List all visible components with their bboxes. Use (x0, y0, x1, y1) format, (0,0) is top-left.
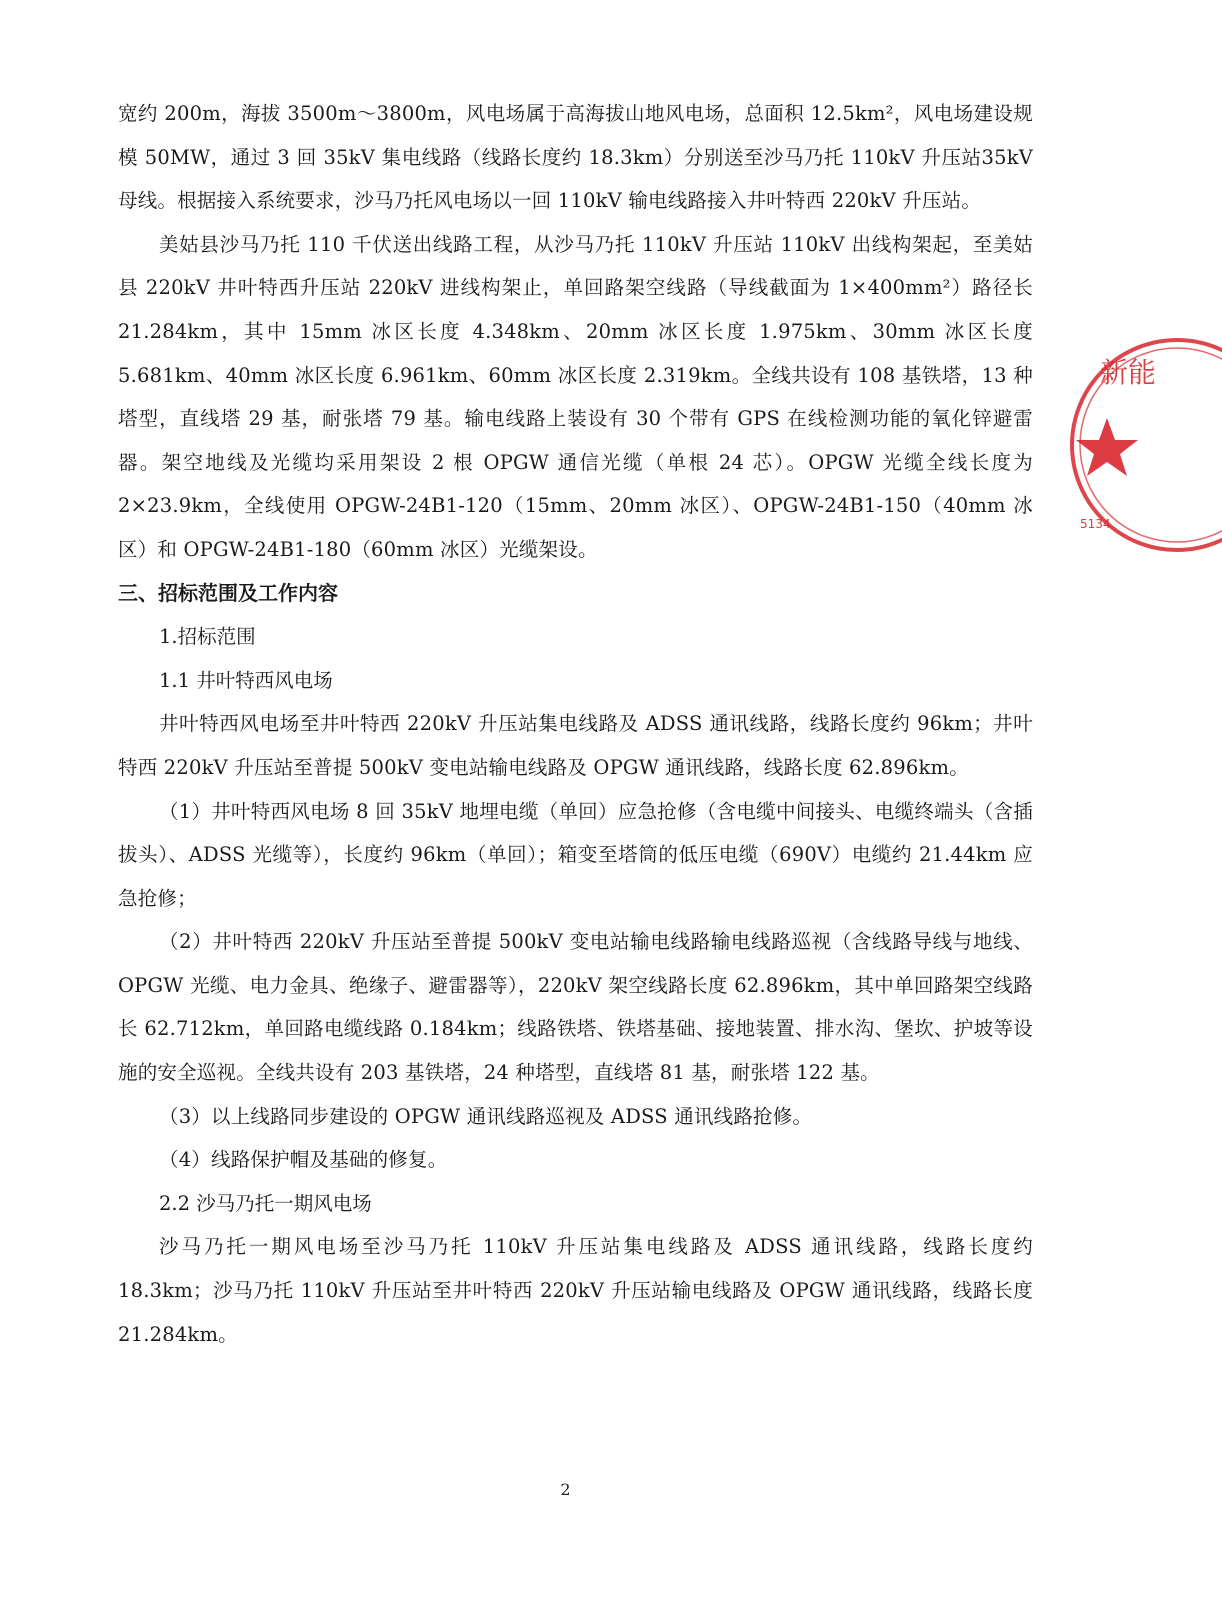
page-number: 2 (560, 1480, 571, 1499)
scope-item-4: （4）线路保护帽及基础的修复。 (159, 1148, 448, 1172)
scope-item-1: （1）井叶特西风电场 8 回 35kV 地埋电缆（单回）应急抢修（含电缆中间接头、电缆终端头（含插拔头）、ADSS 光缆等），长度约 96km（单回）；箱变至塔筒的低压电缆（690V）电缆约 21.44km 应急抢修； (118, 799, 1033, 910)
line-description-paragraph: 美姑县沙马乃托 110 千伏送出线路工程，从沙马乃托 110kV 升压站 110kV 出线构架起，至美姑县 220kV 井叶特西升压站 220kV 进线构架止，单回路架空线路（导线截面为 1×400mm²）路径长 21.284km，其中 15mm 冰区长度 4.348km、20mm 冰区长度 1.975km、30mm 冰区长度 5.681km、40mm 冰区长度 6.961km、60mm 冰区长度 2.319km。全线共设有 108 基铁塔，13 种塔型，直线塔 29 基，耐张塔 79 基。输电线路上装设有 30 个带有 GPS 在线检测功能的氧化锌避雷器。架空地线及光缆均采用架设 2 根 OPGW 通信光缆（单根 24 芯）。OPGW 光缆全线长度为 2×23.9km，全线使用 OPGW-24B1-120（15mm、20mm 冰区）、OPGW-24B1-150（40mm 冰区）和 OPGW-24B1-180（60mm 冰区）光缆架设。 (118, 232, 1033, 561)
seal-text: 新能 (1100, 356, 1157, 389)
sub-heading-jingyetexi: 1.1 井叶特西风电场 (159, 668, 333, 692)
seal-code: 5134 (1080, 517, 1111, 531)
seal-star-icon (1076, 418, 1138, 476)
company-seal-stamp (1062, 330, 1222, 560)
sub-heading-shamanaituo: 2.2 沙马乃托一期风电场 (159, 1191, 372, 1215)
scope-item-3: （3）以上线路同步建设的 OPGW 通讯线路巡视及 ADSS 通讯线路抢修。 (159, 1104, 813, 1128)
section-heading: 三、招标范围及工作内容 (118, 580, 338, 605)
scope-paragraph-jingyetexi: 井叶特西风电场至井叶特西 220kV 升压站集电线路及 ADSS 通讯线路，线路长度约 96km；井叶特西 220kV 升压站至普提 500kV 变电站输电线路及 OPGW 通讯线路，线路长度 62.896km。 (118, 712, 1033, 779)
intro-paragraph: 宽约 200m，海拔 3500m～3800m，风电场属于高海拔山地风电场，总面积 12.5km²，风电场建设规模 50MW，通过 3 回 35kV 集电线路（线路长度约 18.3km）分别送至沙马乃托 110kV 升压站35kV 母线。根据接入系统要求，沙马乃托风电场以一回 110kV 输电线路接入井叶特西 220kV 升压站。 (118, 102, 1033, 213)
document-body (118, 92, 1033, 1356)
scope-item-2: （2）井叶特西 220kV 升压站至普提 500kV 变电站输电线路输电线路巡视（含线路导线与地线、OPGW 光缆、电力金具、绝缘子、避雷器等），220kV 架空线路长度 62.896km，其中单回路架空线路长 62.712km，单回路电缆线路 0.184km；线路铁塔、铁塔基础、接地装置、排水沟、堡坎、护坡等设施的安全巡视。全线共设有 203 基铁塔，24 种塔型，直线塔 81 基，耐张塔 122 基。 (118, 930, 1033, 1085)
scope-paragraph-shamanaituo: 沙马乃托一期风电场至沙马乃托 110kV 升压站集电线路及 ADSS 通讯线路，线路长度约 18.3km；沙马乃托 110kV 升压站至井叶特西 220kV 升压站输电线路及 OPGW 通讯线路，线路长度 21.284km。 (118, 1235, 1033, 1346)
sub-heading-bidding-scope: 1.招标范围 (159, 625, 256, 649)
